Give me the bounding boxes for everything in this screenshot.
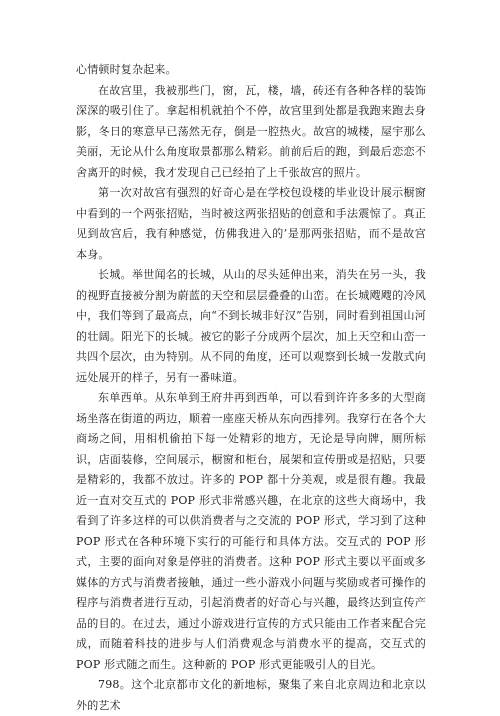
paragraph: 第一次对故宫有强烈的好奇心是在学校包设楼的毕业设计展示橱窗中看到的一个两张招贴，当时被这两张招贴的创意和手法震惊了。真正见到故宫后，我有种感觉，仿佛我进入的’是那两张招贴，而不是故宫本身。 xyxy=(76,186,426,261)
paragraph: 798。这个北京都市文化的新地标，聚集了来自北京周边和北京以外的艺术 xyxy=(76,678,426,712)
paragraph: 心情顿时复杂起来。 xyxy=(76,63,177,76)
paragraph: 在故宫里，我被那些门，窗，瓦，楼，墙，砖还有各种各样的装饰深深的吸引住了。拿起相机就拍个不停，故宫里到处都是我跑来跑去身影，冬日的寒意早已荡然无存，倒是一腔热火。故宫的城楼，屋宇那么美丽，无论从什么角度取景都那么精彩。前前后后的跑，到最后恋恋不舍离开的时候，我才发现自己已经拍了上千张故宫的照片。 xyxy=(76,83,426,179)
body-text xyxy=(76,60,426,716)
paragraph: 长城。举世闻名的长城，从山的尽头延伸出来，消失在另一头，我的视野直接被分割为蔚蓝的天空和层层叠叠的山峦。在长城飕飕的冷风中，我们等到了最高点，向“不到长城非好汉”告别，同时看到祖国山河的壮阔。阳光下的长城。被它的影子分成两个层次，加上天空和山峦一共四个层次，由为特别。从不同的角度，还可以观察到长城一发散式向远处展开的样子，另有一番味道。 xyxy=(76,268,426,384)
paragraph: 东单西单。从东单到王府井再到西单，可以看到许许多多的大型商场坐落在街道的两边，顺着一座座天桥从东向西排列。我穿行在各个大商场之间，用相机偷拍下每一处精彩的地方，无论是导向牌，厕所标识，店面装修，空间展示，橱窗和柜台，展架和宣传册或是招贴，只要是精彩的，我都不放过。许多的 POP 都十分美观，或是很有趣。我最近一直对交互式的 POP 形式非常感兴趣，在北京的这些大商场中，我看到了许多这样的可以供消费者与之交流的 POP 形式，学习到了这种 POP 形式在各种环境下实行的可能行和具体方法。交互式的 POP 形式，主要的面向对象是停驻的消费者。这种 POP 形式主要以平面或多媒体的方式与消费者接触，通过一些小游戏小问题与奖励或者可操作的程序与消费者进行互动，引起消费者的好奇心与兴趣，最终达到宣传产品的目的。在过去，通过小游戏进行宣传的方式只能由工作者来配合完成，而随着科技的进步与人们消费观念与消费水平的提高，交互式的 POP 形式随之而生。这种新的 POP 形式更能吸引人的目光。 xyxy=(76,391,426,671)
